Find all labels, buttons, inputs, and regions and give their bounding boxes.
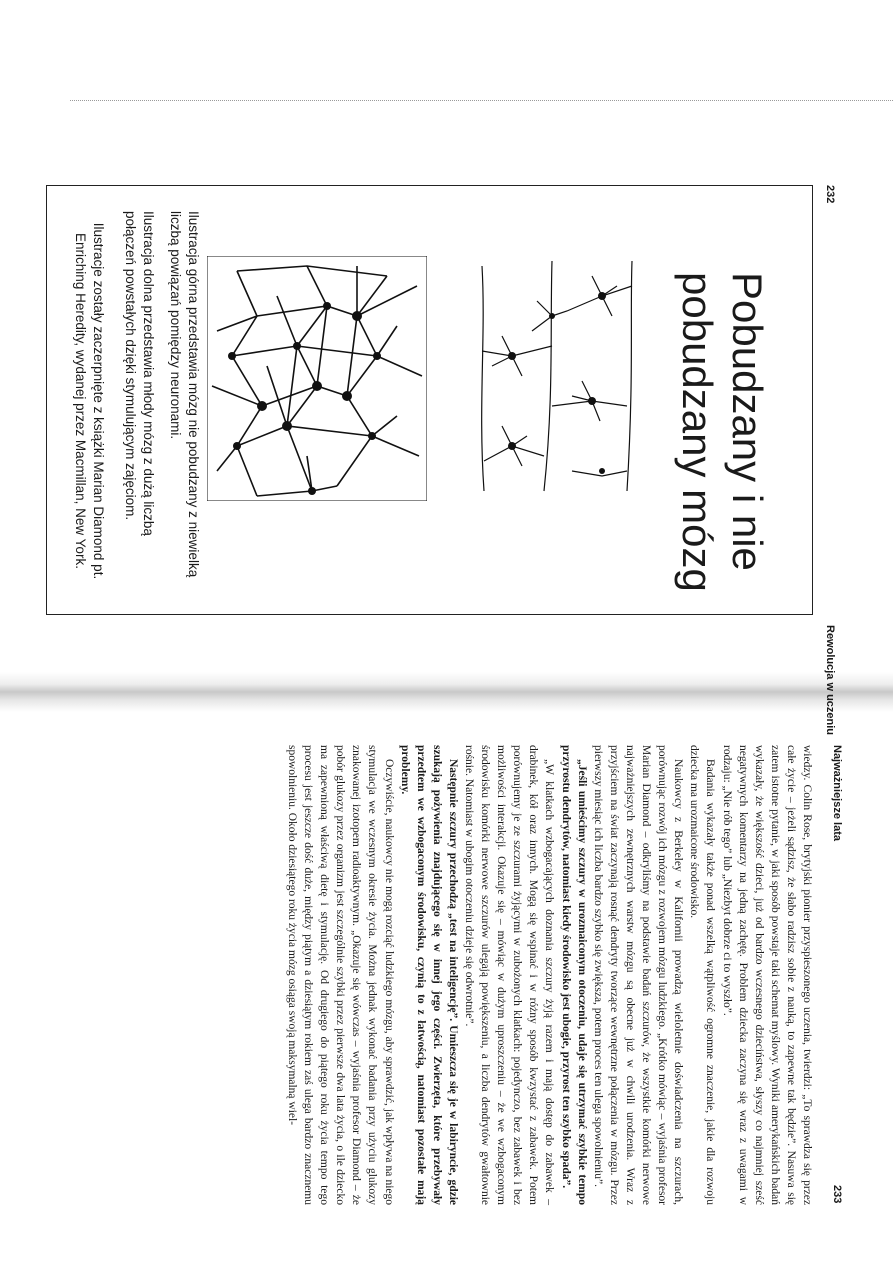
box-title: Pobudzany i nie pobudzany mózg [674, 272, 771, 592]
caption-source: Ilustracje zostały zaczerpnięte z książki Marian Diamond pt. Enriching Heredity, wydanej przez Macmillan, New York. [73, 222, 106, 580]
running-header: Najważniejsze lata [831, 745, 843, 841]
paragraph: wiedzy. Colin Rose, brytyjski pionier przyspieszonego uczenia, twierdzi: „To sprawdza się przez całe życie – jeżeli sądzisz, że słabo radzisz sobie z nauką, to zapewne tak będzie”. Nasuwa się zatem istotne pytanie, w jaki sposób powstaje taki schemat myślowy. Wyniki amerykańskich badań wykazały, że większość dzieci, już od bardzo wczesnego dzieciństwa, słyszy co najmniej sześć negatywnych komentarzy na jedną zachętę. Problem dziecka zaczyna się wraz z uwagami w rodzaju: „Nie rób tego” lub „Niezbyt dobrze ci to wyszło”. [720, 745, 813, 1205]
body-text [45, 745, 815, 1205]
paragraph: Badania wykazały także ponad wszelką wątpliwość ogromne znaczenie, jakie dla rozwoju dziecka ma urozmaicone środowisko. [688, 745, 717, 1205]
paragraph: „W klatkach wzbogacających doznania szczury żyją razem i mają dostęp do zabawek – drabinek, kół oraz innych. Mogą się wspinać i w różny sposób kwzystać z zabawek. Potem porównujemy je ze szczurami żyjącymi w zubożonych klatkach: pojedynczo, bez zabawek i bez możliwości interakcji. Okazuje się – mówiąc w dużym uproszczeniu – że we wzbogaconym środowisku komórki nerwowe szczurów ulegają powiększeniu, a liczba dendrytów gwałtownie rośnie. Natomiast w ubogim otoczeniu dzieje się odwrotnie”. [463, 745, 556, 1205]
illustration-box [46, 185, 813, 615]
paragraph: „Jeśli umieścimy szczury w urozmaiconym otoczeniu, udaje się utrzymać szybkie tempo przyrostu dendrytów, natomiast kiedy środowisko jest ubogie, przyrost ten szybko spada”. [559, 745, 588, 1205]
paragraph: Oczywiście, naukowcy nie mogą rozciąć ludzkiego mózgu, aby sprawdzić, jak wpływa na niego stymulacja we wczesnym okresie życia. Można jednak wykonać badania przy użyciu glukozy znakowanej izotopem radioaktywnym. „Okazuje się wówczas – wyjaśnia profesor Diamond – że pobór glukozy przez organizm jest szczególnie szybki przez pierwsze dwa lata życia, o ile dziecko ma zapewnioną właściwą dietę i stymulację. Od drugiego do piątego roku życia tempo tego procesu jest jeszcze dość duże, między piątym a dziesiątym rokiem zaś ulega bardzo znacznemu spowolnieniu. Około dziesiątego roku życia mózg osiąga swoją maksymalną wiel- [286, 745, 395, 1205]
scan-edge-top [70, 100, 893, 101]
dense-neurons-illustration [207, 256, 427, 501]
paragraph: Naukowcy z Berkeley w Kalifornii prowadzą wieloletnie doświadczenia na szczurach, porównując rozwój ich mózgu z rozwojem mózgu ludzkiego. „Krótko mówiąc – wyjaśnia profesor Marian Diamond – odkryliśmy na podstawie badań szczurów, że wszystkie komórki nerwowe najważniejszych zewnętrznych warstw mózgu są obecne już w chwili urodzenia. Wraz z przyjściem na świat zaczynają rosnąć dendryty tworzące wewnętrzne połączenia w mózgu. Przez pierwszy miesiąc ich liczba bardzo szybko się zwiększa, potem proces ten ulega spowolnieniu”. [591, 745, 685, 1205]
paragraph: Następnie szczury przechodzą „test na inteligencję”. Umieszcza się je w labiryncie, gdzie szukają pożywienia znajdującego się w innej jego części. Zwierzęta, które przebywały przedtem we wzbogaconym środowisku, czynią to z łatwością, natomiast pozostałe mają problemy. [398, 745, 459, 1205]
page-number: 232 [824, 185, 836, 204]
page-233 [45, 745, 845, 1215]
caption-lower: Ilustracja dolna przedstawia młody mózg z dużą liczbą połączeń powstałych dzięki stymulującym zajęciom. [123, 211, 156, 536]
running-header: Rewolucja w uczeniu [824, 625, 836, 736]
caption-upper: Ilustracja górna przedstawia mózg nie pobudzany z niewielką liczbą powiązań pomiędzy neuronami. [168, 211, 201, 578]
sparse-neurons-illustration [447, 256, 662, 496]
page-number: 233 [831, 1185, 843, 1204]
